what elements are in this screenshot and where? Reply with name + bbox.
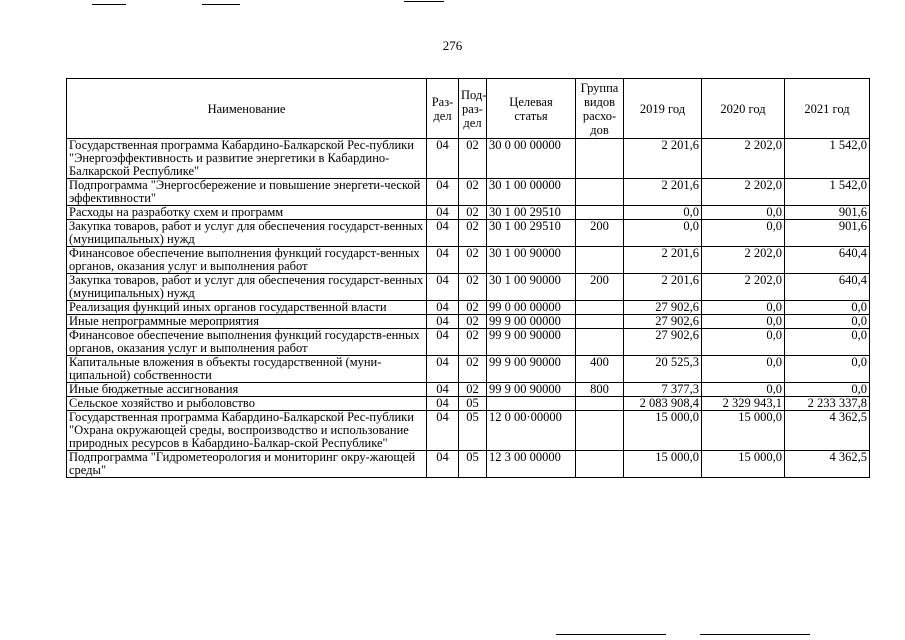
cell-2019: 2 201,6 [624, 247, 702, 274]
cell-2019: 0,0 [624, 220, 702, 247]
header-expense-group: Группа видов расхо- дов [576, 79, 624, 139]
cell-group: 400 [576, 356, 624, 383]
cell-name: Закупка товаров, работ и услуг для обеспечения государст-венных (муниципальных) нужд [67, 220, 427, 247]
header-name: Наименование [67, 79, 427, 139]
cell-section: 04 [427, 411, 459, 451]
scan-mark-bottom-2 [700, 634, 810, 635]
cell-2021: 1 542,0 [785, 139, 870, 179]
cell-2021: 4 362,5 [785, 451, 870, 478]
table-row [67, 329, 870, 356]
cell-name: Расходы на разработку схем и программ [67, 206, 427, 220]
cell-target: 30 1 00 29510 [487, 220, 576, 247]
cell-subsection: 05 [459, 451, 487, 478]
cell-2020: 0,0 [702, 329, 785, 356]
cell-target: 30 1 00 29510 [487, 206, 576, 220]
cell-group [576, 411, 624, 451]
cell-subsection: 02 [459, 179, 487, 206]
cell-section: 04 [427, 329, 459, 356]
cell-section: 04 [427, 315, 459, 329]
cell-2019: 7 377,3 [624, 383, 702, 397]
cell-2020: 2 202,0 [702, 274, 785, 301]
cell-2021: 2 233 337,8 [785, 397, 870, 411]
cell-subsection: 02 [459, 247, 487, 274]
cell-name: Государственная программа Кабардино-Балкарской Рес-публики "Энергоэффективность и развитие энергетики в Кабардино-Балкарской Республике" [67, 139, 427, 179]
cell-2020: 0,0 [702, 356, 785, 383]
cell-subsection: 02 [459, 383, 487, 397]
cell-2019: 27 902,6 [624, 315, 702, 329]
cell-name: Подпрограмма "Энергосбережение и повышение энергети-ческой эффективности" [67, 179, 427, 206]
cell-2021: 0,0 [785, 315, 870, 329]
cell-name: Реализация функций иных органов государственной власти [67, 301, 427, 315]
cell-subsection: 02 [459, 206, 487, 220]
cell-target: 12 3 00 00000 [487, 451, 576, 478]
cell-2021: 0,0 [785, 329, 870, 356]
table-header-row [67, 79, 870, 139]
cell-2020: 2 202,0 [702, 247, 785, 274]
table-row [67, 301, 870, 315]
cell-subsection: 05 [459, 411, 487, 451]
budget-table [66, 78, 870, 478]
cell-2021: 1 542,0 [785, 179, 870, 206]
cell-2019: 15 000,0 [624, 451, 702, 478]
table-row [67, 179, 870, 206]
cell-section: 04 [427, 383, 459, 397]
cell-subsection: 02 [459, 220, 487, 247]
cell-name: Государственная программа Кабардино-Балкарской Рес-публики "Охрана окружающей среды, воспроизводство и использование природных ресурсов в Кабардино-Балкар-ской Республике" [67, 411, 427, 451]
cell-section: 04 [427, 179, 459, 206]
table-row [67, 247, 870, 274]
cell-name: Подпрограмма "Гидрометеорология и мониторинг окру-жающей среды" [67, 451, 427, 478]
cell-2021: 901,6 [785, 206, 870, 220]
cell-target: 30 0 00 00000 [487, 139, 576, 179]
table-row [67, 383, 870, 397]
cell-2020: 2 202,0 [702, 139, 785, 179]
cell-name: Сельское хозяйство и рыболовство [67, 397, 427, 411]
cell-2021: 640,4 [785, 274, 870, 301]
cell-target: 30 1 00 00000 [487, 179, 576, 206]
cell-2019: 15 000,0 [624, 411, 702, 451]
table-row [67, 356, 870, 383]
table-row [67, 411, 870, 451]
cell-group [576, 315, 624, 329]
cell-group [576, 206, 624, 220]
cell-2019: 2 201,6 [624, 274, 702, 301]
cell-2021: 0,0 [785, 301, 870, 315]
cell-group [576, 451, 624, 478]
cell-2020: 0,0 [702, 315, 785, 329]
cell-group: 800 [576, 383, 624, 397]
cell-name: Иные непрограммные мероприятия [67, 315, 427, 329]
cell-2020: 15 000,0 [702, 411, 785, 451]
table-row [67, 274, 870, 301]
cell-section: 04 [427, 397, 459, 411]
cell-target: 12 0 00·00000 [487, 411, 576, 451]
header-2019: 2019 год [624, 79, 702, 139]
scan-mark-bottom-1 [556, 634, 666, 635]
cell-section: 04 [427, 274, 459, 301]
cell-name: Финансовое обеспечение выполнения функций государст-венных органов, оказания услуг и выполнения работ [67, 247, 427, 274]
header-2021: 2021 год [785, 79, 870, 139]
cell-group [576, 301, 624, 315]
cell-name: Закупка товаров, работ и услуг для обеспечения государст-венных (муниципальных) нужд [67, 274, 427, 301]
cell-2019: 2 083 908,4 [624, 397, 702, 411]
cell-2020: 0,0 [702, 383, 785, 397]
cell-name: Капитальные вложения в объекты государственной (муни-ципальной) собственности [67, 356, 427, 383]
cell-name: Иные бюджетные ассигнования [67, 383, 427, 397]
scan-mark-top-2 [202, 4, 240, 5]
cell-subsection: 02 [459, 356, 487, 383]
cell-section: 04 [427, 451, 459, 478]
cell-group [576, 179, 624, 206]
cell-section: 04 [427, 356, 459, 383]
cell-group [576, 329, 624, 356]
page-number: 276 [442, 38, 463, 53]
cell-2019: 2 201,6 [624, 179, 702, 206]
header-2020: 2020 год [702, 79, 785, 139]
cell-subsection: 02 [459, 315, 487, 329]
cell-subsection: 02 [459, 301, 487, 315]
cell-2021: 0,0 [785, 383, 870, 397]
cell-subsection: 02 [459, 274, 487, 301]
cell-subsection: 02 [459, 139, 487, 179]
cell-2020: 2 329 943,1 [702, 397, 785, 411]
cell-target: 30 1 00 90000 [487, 247, 576, 274]
cell-target: 30 1 00 90000 [487, 274, 576, 301]
table-row [67, 315, 870, 329]
cell-2019: 27 902,6 [624, 301, 702, 315]
cell-2020: 0,0 [702, 206, 785, 220]
cell-group [576, 139, 624, 179]
cell-2021: 4 362,5 [785, 411, 870, 451]
cell-2019: 0,0 [624, 206, 702, 220]
cell-2021: 0,0 [785, 356, 870, 383]
cell-2020: 2 202,0 [702, 179, 785, 206]
cell-subsection: 02 [459, 329, 487, 356]
cell-target: 99 9 00 90000 [487, 356, 576, 383]
cell-section: 04 [427, 220, 459, 247]
cell-group [576, 397, 624, 411]
scan-mark-top-3 [404, 1, 444, 2]
cell-target: 99 9 00 90000 [487, 383, 576, 397]
cell-2020: 0,0 [702, 301, 785, 315]
cell-2020: 0,0 [702, 220, 785, 247]
cell-target: 99 9 00 00000 [487, 315, 576, 329]
header-subsection: Под- раз- дел [459, 79, 487, 139]
cell-subsection: 05 [459, 397, 487, 411]
table-row [67, 206, 870, 220]
scan-mark-top-1 [92, 4, 126, 5]
table-row [67, 451, 870, 478]
cell-2021: 640,4 [785, 247, 870, 274]
table-row [67, 139, 870, 179]
cell-section: 04 [427, 247, 459, 274]
cell-group [576, 247, 624, 274]
cell-section: 04 [427, 139, 459, 179]
cell-section: 04 [427, 206, 459, 220]
cell-2021: 901,6 [785, 220, 870, 247]
cell-2020: 15 000,0 [702, 451, 785, 478]
cell-section: 04 [427, 301, 459, 315]
table-row [67, 397, 870, 411]
cell-2019: 27 902,6 [624, 329, 702, 356]
cell-target: 99 9 00 90000 [487, 329, 576, 356]
cell-name: Финансовое обеспечение выполнения функций государств-енных органов, оказания услуг и выполнения работ [67, 329, 427, 356]
cell-group: 200 [576, 274, 624, 301]
cell-2019: 20 525,3 [624, 356, 702, 383]
cell-group: 200 [576, 220, 624, 247]
header-section: Раз- дел [427, 79, 459, 139]
cell-2019: 2 201,6 [624, 139, 702, 179]
cell-target [487, 397, 576, 411]
header-target-article: Целевая статья [487, 79, 576, 139]
cell-target: 99 0 00 00000 [487, 301, 576, 315]
table-row [67, 220, 870, 247]
